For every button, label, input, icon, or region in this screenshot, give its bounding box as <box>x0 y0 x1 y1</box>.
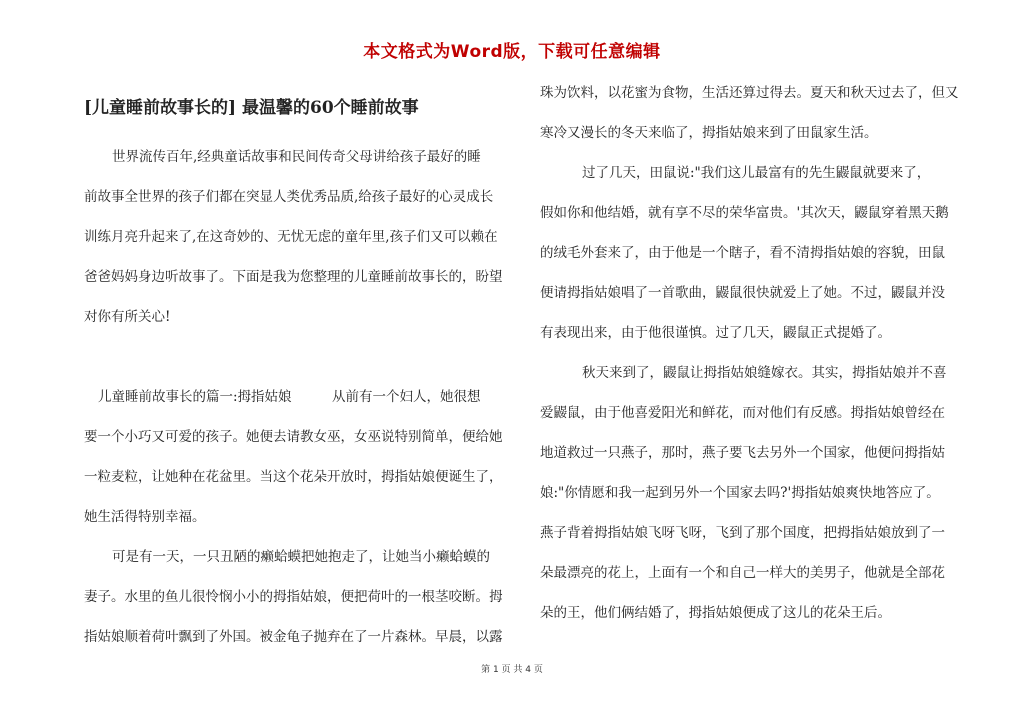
text-line: 对你有所关心! <box>84 309 171 325</box>
text-line: 要一个小巧又可爱的孩子。她便去请教女巫，女巫说特别简单，便给她 <box>84 429 503 445</box>
text-line: 她生活得特别幸福。 <box>84 509 206 525</box>
page-footer: 第 1 页 共 4 页 <box>481 665 543 675</box>
text-line: 前故事全世界的孩子们都在突显人类优秀品质,给孩子最好的心灵成长 <box>84 189 494 205</box>
text-line: 寒冷又漫长的冬天来临了，拇指姑娘来到了田鼠家生活。 <box>540 125 878 141</box>
text-line: 训练月亮升起来了,在这奇妙的、无忧无虑的童年里,孩子们又可以赖在 <box>84 229 498 245</box>
text-line: 便请拇指姑娘唱了一首歌曲，鼹鼠很快就爱上了她。不过，鼹鼠并没 <box>540 285 945 301</box>
download-banner: 本文格式为Word版，下载可任意编辑 <box>363 42 661 62</box>
text-line: 秋天来到了，鼹鼠让拇指姑娘缝嫁衣。其实，拇指姑娘并不喜 <box>582 365 947 381</box>
text-line: 世界流传百年,经典童话故事和民间传奇父母讲给孩子最好的睡 <box>112 149 481 165</box>
text-line: 爱鼹鼠，由于他喜爱阳光和鲜花，而对他们有反感。拇指姑娘曾经在 <box>540 405 945 421</box>
text-line: 的绒毛外套来了，由于他是一个瞎子，看不清拇指姑娘的容貌，田鼠 <box>540 245 945 261</box>
text-line: 娘:"你情愿和我一起到另外一个国家去吗?'拇指姑娘爽快地答应了。 <box>540 485 940 501</box>
text-line: 儿童睡前故事长的篇一:拇指姑娘 从前有一个妇人，她很想 <box>98 389 481 405</box>
text-line: 朵的王，他们俩结婚了，拇指姑娘便成了这儿的花朵王后。 <box>540 605 891 621</box>
text-line: 指姑娘顺着荷叶飘到了外国。被金龟子抛弃在了一片森林。早晨，以露 <box>84 629 503 645</box>
text-line: 可是有一天，一只丑陋的癞蛤蟆把她抱走了，让她当小癞蛤蟆的 <box>112 549 490 565</box>
text-line: 燕子背着拇指姑娘飞呀飞呀，飞到了那个国度，把拇指姑娘放到了一 <box>540 525 945 541</box>
text-line: 一粒麦粒，让她种在花盆里。当这个花朵开放时，拇指姑娘便诞生了， <box>84 469 503 485</box>
text-line: 假如你和他结婚，就有享不尽的荣华富贵。'其次天，鼹鼠穿着黑天鹅 <box>540 205 949 221</box>
text-line: 爸爸妈妈身边听故事了。下面是我为您整理的儿童睡前故事长的，盼望 <box>84 269 503 285</box>
text-line: 地道救过一只燕子，那时，燕子要飞去另外一个国家，他便问拇指姑 <box>540 445 945 461</box>
text-line: 妻子。水里的鱼儿很怜悯小小的拇指姑娘，便把荷叶的一根茎咬断。拇 <box>84 589 503 605</box>
text-line: 珠为饮料，以花蜜为食物，生活还算过得去。夏天和秋天过去了，但又 <box>540 85 959 101</box>
text-line: 朵最漂亮的花上，上面有一个和自己一样大的美男子，他就是全部花 <box>540 565 945 581</box>
text-line: 过了几天，田鼠说:"我们这儿最富有的先生鼹鼠就要来了， <box>582 165 931 181</box>
text-line: 有表现出来，由于他很谨慎。过了几天，鼹鼠正式提婚了。 <box>540 325 891 341</box>
document-title: [儿童睡前故事长的] 最温馨的60个睡前故事 <box>84 98 419 118</box>
